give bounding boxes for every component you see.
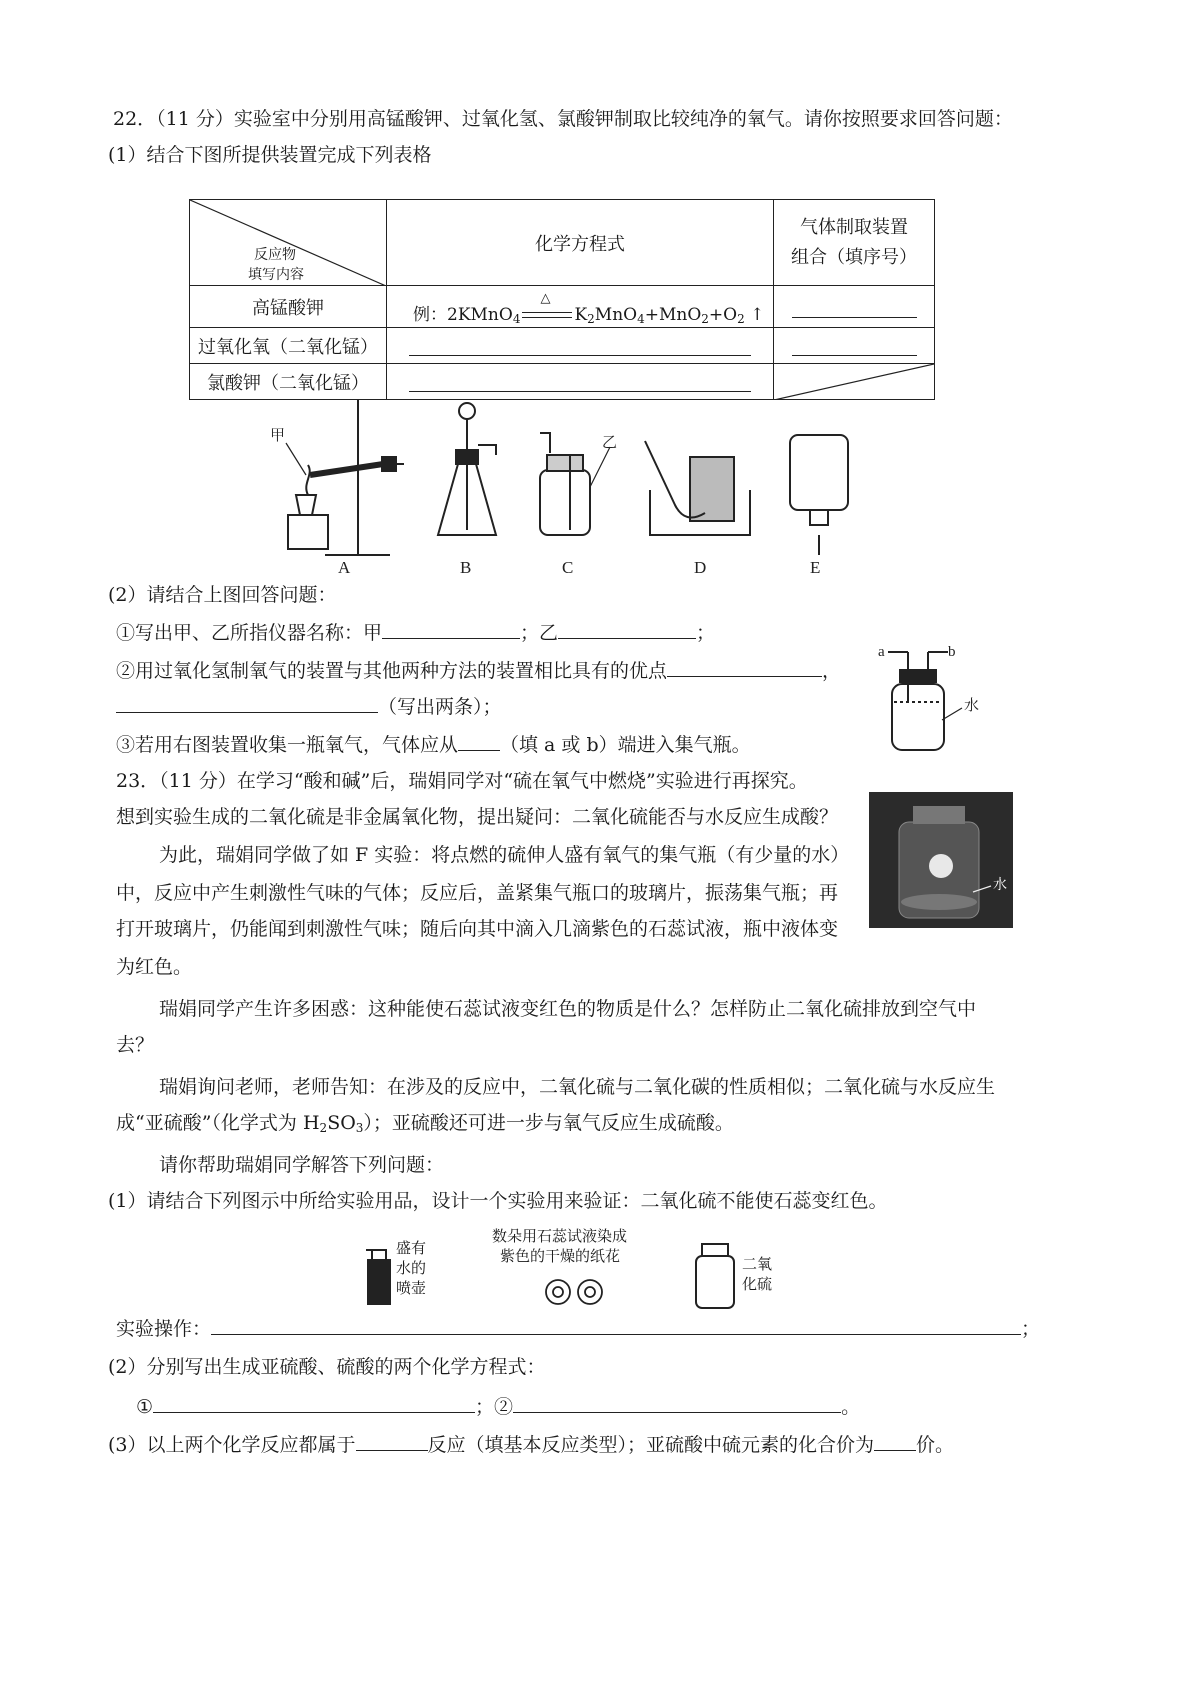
apparatus-figure xyxy=(270,395,910,580)
valence-blank[interactable] xyxy=(874,1430,916,1451)
advantage-blank-1[interactable] xyxy=(667,656,822,677)
photo-water-label: 水 xyxy=(993,877,1007,893)
items-figure xyxy=(360,1226,880,1326)
reaction-table xyxy=(189,199,935,400)
equation2-blank[interactable] xyxy=(513,1392,841,1413)
q23-line2: 想到实验生成的二氧化硫是非金属氧化物，提出疑问：二氧化硫能否与水反应生成酸？ xyxy=(116,806,839,828)
device-header-line1: 气体制取装置 xyxy=(800,216,908,238)
reaction-type-blank[interactable] xyxy=(356,1430,428,1451)
jia-blank[interactable] xyxy=(382,618,520,639)
flowers-label: 数朵用石蕊试液染成 紫色的干燥的纸花 xyxy=(492,1227,628,1265)
reactant-kclo3: 氯酸钾（二氧化锰） xyxy=(190,364,387,400)
paper-flowers-icon xyxy=(540,1274,610,1314)
q23-line8: 去？ xyxy=(116,1034,155,1056)
q22-sub1: ①写出甲、乙所指仪器名称：甲 ；乙 ； xyxy=(116,618,1101,648)
q23-line6: 为红色。 xyxy=(116,956,193,978)
label-jia: 甲 xyxy=(270,428,286,444)
q22-part2: (2）请结合上图回答问题： xyxy=(108,584,337,606)
reactant-kmno4: 高锰酸钾 xyxy=(190,286,387,328)
side-label-b: b xyxy=(948,644,956,660)
q23-line4: 中，反应中产生刺激性气味的气体；反应后，盖紧集气瓶口的玻璃片，振荡集气瓶；再 xyxy=(116,882,839,904)
spray-label: 盛有 水的 喷壶 xyxy=(396,1239,427,1297)
q23-line3: 为此，瑞娟同学做了如 F 实验：将点燃的硫伸人盛有氧气的集气瓶（有少量的水） xyxy=(159,844,850,866)
device-blank-1[interactable] xyxy=(774,286,935,328)
experiment-f-photo xyxy=(869,792,1013,928)
q22-part1: (1）结合下图所提供装置完成下列表格 xyxy=(108,144,432,166)
inlet-blank[interactable] xyxy=(458,730,500,751)
q22-sub2-cont: （写出两条）； xyxy=(116,692,1101,722)
q22-header: 22．（11 分）实验室中分别用高锰酸钾、过氧化氢、氯酸钾制取比较纯净的氧气。请你按照要求回答问题： xyxy=(113,108,1013,130)
corner-bottom-label: 填写内容 xyxy=(248,267,304,283)
operation-blank[interactable] xyxy=(211,1314,1021,1335)
equation-header: 化学方程式 xyxy=(387,200,774,286)
equation-kmno4 xyxy=(387,286,774,328)
label-E: E xyxy=(810,558,821,577)
device-header-line2: 组合（填序号） xyxy=(791,246,917,268)
yi-blank[interactable] xyxy=(558,618,696,639)
operation-line: 实验操作： ； xyxy=(116,1314,1101,1344)
label-C: C xyxy=(562,558,574,577)
label-A: A xyxy=(338,558,351,577)
q23-line10: 成“亚硫酸”（化学式为 $H_2SO_3$）；亚硫酸还可进一步与氧气反应生成硫酸。 xyxy=(116,1112,734,1135)
so2-label: 二氧 化硫 xyxy=(742,1255,773,1293)
q23-line1: 23．（11 分）在学习“酸和碱”后，瑞娟同学对“硫在氧气中燃烧”实验进行再探究。 xyxy=(116,770,808,792)
equation-blank-h2o2[interactable] xyxy=(387,328,774,364)
device-header xyxy=(774,200,935,286)
gas-bottle-icon xyxy=(690,1236,740,1311)
label-yi: 乙 xyxy=(602,435,618,451)
q23-part2: (2）分别写出生成亚硫酸、硫酸的两个化学方程式： xyxy=(108,1356,546,1378)
q22-sub3: ③若用右图装置收集一瓶氧气，气体应从 （填 a 或 b）端进入集气瓶。 xyxy=(116,730,1101,760)
advantage-blank-2[interactable] xyxy=(116,692,378,713)
label-B: B xyxy=(460,558,472,577)
heat-condition: △ xyxy=(540,290,551,306)
q23-part1: (1）请结合下列图示中所给实验用品，设计一个实验用来验证：二氧化硫不能使石蕊变红色。 xyxy=(108,1190,888,1212)
q23-line7: 瑞娟同学产生许多困惑：这种能使石蕊试液变红色的物质是什么？怎样防止二氧化硫排放到空气中 xyxy=(159,998,977,1020)
equation1-blank[interactable] xyxy=(153,1392,475,1413)
corner-top-label: 反应物 xyxy=(254,247,296,263)
photo-bottle xyxy=(869,792,1013,928)
device-blank-2[interactable] xyxy=(774,328,935,364)
side-label-water: 水 xyxy=(964,698,980,714)
equation-text: 例：2KMnO$_4$ △ $K_2MnO_4+MnO_2+O_2$ ↑ xyxy=(413,290,765,326)
equations-line: ① ；② 。 xyxy=(136,1392,1121,1422)
q22-sub2: ②用过氧化氢制氧气的装置与其他两种方法的装置相比具有的优点 ， xyxy=(116,656,1101,686)
label-D: D xyxy=(694,558,707,577)
q23-line9: 瑞娟询问老师，老师告知：在涉及的反应中，二氧化硫与二氧化碳的性质相似；二氧化硫与水反应生 xyxy=(159,1076,996,1098)
q23-line5: 打开玻璃片，仍能闻到刺激性气味；随后向其中滴入几滴紫色的石蕊试液，瓶中液体变 xyxy=(116,918,839,940)
spray-bottle-icon xyxy=(360,1238,400,1308)
side-bottle-figure xyxy=(870,640,1000,755)
q23-line11: 请你帮助瑞娟同学解答下列问题： xyxy=(159,1154,445,1176)
reactant-h2o2: 过氧化氧（二氧化锰） xyxy=(190,328,387,364)
side-label-a: a xyxy=(878,644,885,660)
q23-part3: (3）以上两个化学反应都属于 反应（填基本反应类型）；亚硫酸中硫元素的化合价为 价。 xyxy=(108,1430,1093,1460)
table-corner-cell xyxy=(190,200,387,286)
